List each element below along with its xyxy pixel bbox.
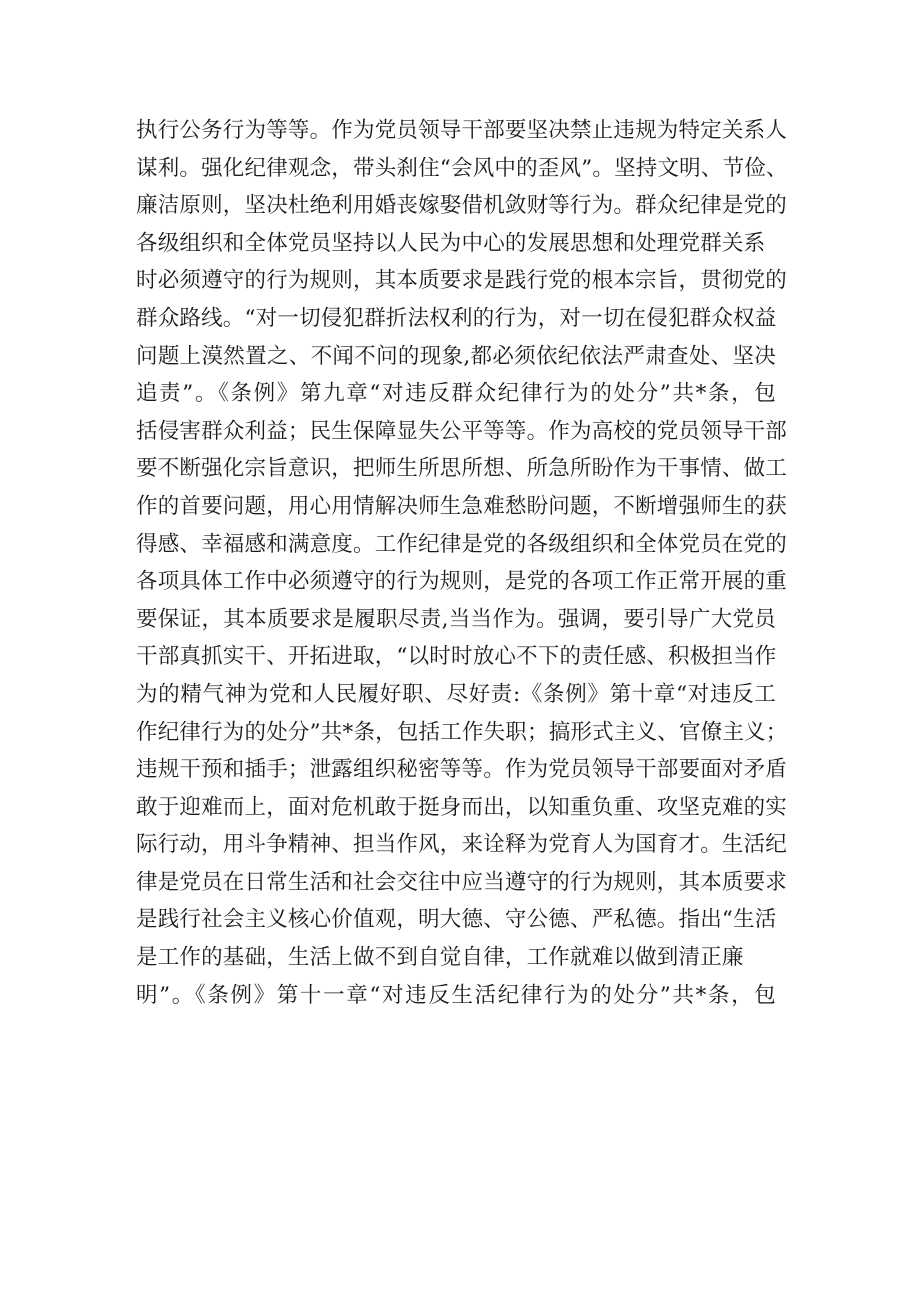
text-line: 律是党员在日常生活和社会交往中应当遵守的行为规则，其本质要求: [136, 869, 788, 895]
text-line: 时必须遵守的行为规则，其本质要求是践行党的根本宗旨，贯彻党的: [136, 268, 788, 294]
text-line: 谋利。强化纪律观念，带头刹住“会风中的歪风”。坚持文明、节俭、: [136, 155, 788, 181]
text-line: 明”。《条例》第十一章“对违反生活纪律行为的处分”共*条，包: [136, 982, 776, 1008]
text-line: 括侵害群众利益；民生保障显失公平等等。作为高校的党员领导干部: [136, 418, 788, 444]
text-line: 追责”。《条例》第九章“对违反群众纪律行为的处分”共*条，包: [136, 381, 776, 407]
text-line: 执行公务行为等等。作为党员领导干部要坚决禁止违规为特定关系人: [136, 118, 788, 143]
text-line: 廉洁原则，坚决杜绝利用婚丧嫁娶借机敛财等行为。群众纪律是党的: [136, 193, 788, 219]
text-line: 为的精气神为党和人民履好职、尽好责:《条例》第十章“对违反工: [136, 681, 776, 707]
text-line: 是工作的基础，生活上做不到自觉自律，工作就难以做到清正廉: [136, 945, 744, 971]
text-line: 得感、幸福感和满意度。工作纪律是党的各级组织和全体党员在党的: [136, 531, 788, 557]
text-line: 作的首要问题，用心用情解决师生急难愁盼问题，不断增强师生的获: [136, 493, 788, 519]
text-line: 干部真抓实干、开拓进取，“以时时放心不下的责任感、积极担当作: [136, 644, 777, 670]
text-line: 各项具体工作中必须遵守的行为规则，是党的各项工作正常开展的重: [136, 569, 788, 595]
text-line: 要不断强化宗旨意识，把师生所思所想、所急所盼作为干事情、做工: [136, 456, 788, 482]
text-line: 违规干预和插手；泄露组织秘密等等。作为党员领导干部要面对矛盾: [136, 757, 788, 783]
body-text: [136, 112, 788, 1014]
text-line: 作纪律行为的处分”共*条，包括工作失职；搞形式主义、官僚主义；: [136, 719, 788, 745]
text-line: 际行动，用斗争精神、担当作风，来诠释为党育人为国育才。生活纪: [136, 832, 788, 858]
text-line: 问题上漠然置之、不闻不问的现象,都必须依纪依法严肃查处、坚决: [136, 343, 776, 369]
text-line: 敢于迎难而上，面对危机敢于挺身而出，以知重负重、攻坚克难的实: [136, 794, 788, 820]
text-line: 群众路线。“对一切侵犯群折法权利的行为，对一切在侵犯群众权益: [136, 305, 777, 331]
text-line: 要保证，其本质要求是履职尽责,当当作为。强调，要引导广大党员: [136, 606, 776, 632]
text-line: 是践行社会主义核心价值观，明大德、守公德、严私德。指出“生活: [136, 907, 777, 933]
text-line: 各级组织和全体党员坚持以人民为中心的发展思想和处理党群关系: [136, 230, 766, 256]
